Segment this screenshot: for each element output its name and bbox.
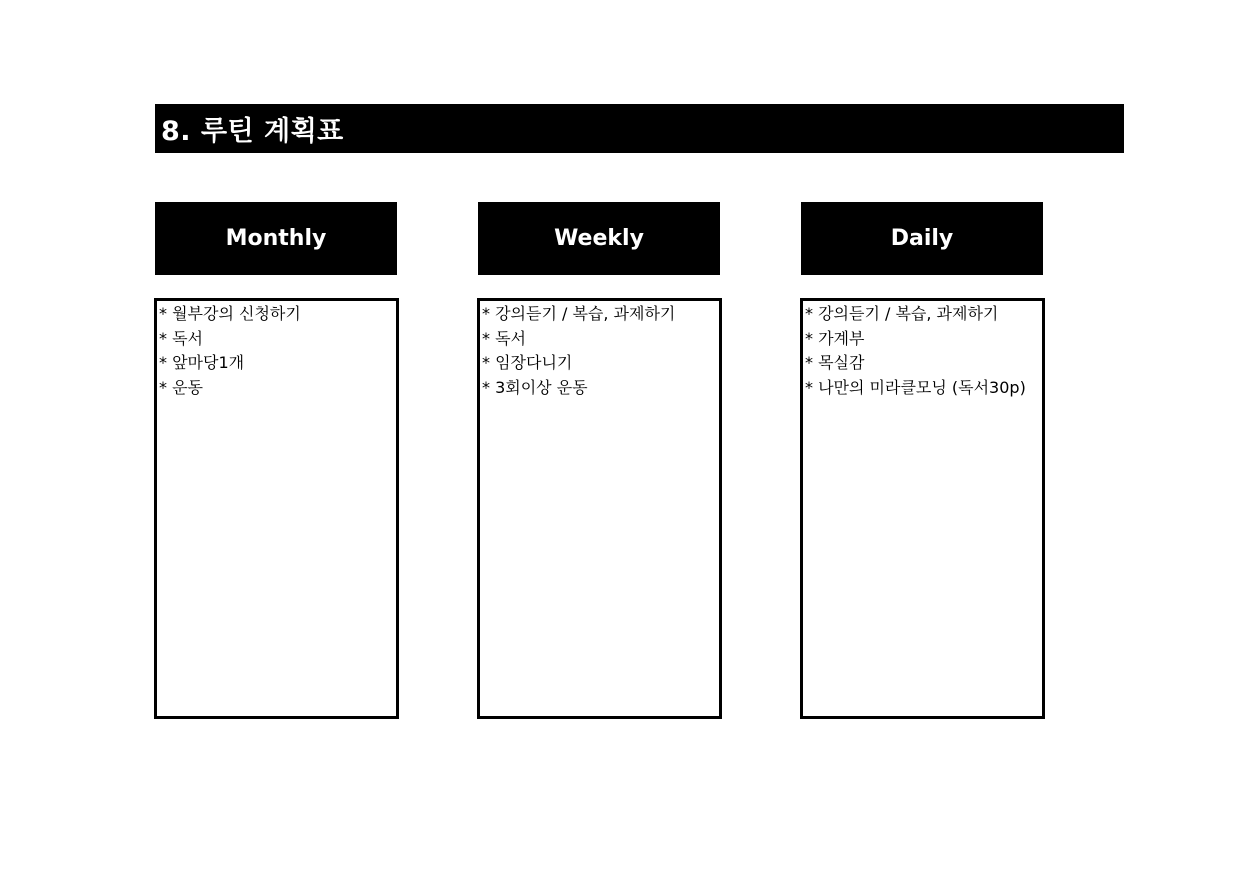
monthly-box: [154, 298, 399, 719]
daily-header-label: Daily: [890, 226, 954, 251]
weekly-box: [477, 298, 722, 719]
daily-item: * 목실감: [805, 353, 865, 372]
daily-item-list: [805, 302, 1042, 400]
monthly-item-list: [159, 302, 396, 400]
page-title-bar: [155, 104, 1124, 153]
monthly-header: [155, 202, 397, 275]
weekly-item: * 3회이상 운동: [482, 377, 588, 397]
daily-item: * 가계부: [805, 328, 865, 348]
weekly-header: [478, 202, 720, 275]
daily-box: [800, 298, 1045, 719]
monthly-header-label: Monthly: [225, 226, 327, 251]
weekly-item: * 강의듣기 / 복습, 과제하기: [482, 304, 676, 323]
monthly-item: * 월부강의 신청하기: [159, 304, 301, 323]
weekly-item-list: [482, 302, 719, 400]
daily-item: * 나만의 미라클모닝 (독서30p): [805, 377, 1026, 397]
weekly-item: * 임장다니기: [482, 353, 573, 372]
daily-header: [801, 202, 1043, 275]
page-title: 8. 루틴 계획표: [161, 116, 344, 147]
monthly-item: * 독서: [159, 328, 203, 348]
weekly-header-label: Weekly: [554, 226, 644, 251]
monthly-item: * 운동: [159, 377, 203, 397]
weekly-item: * 독서: [482, 328, 526, 348]
monthly-item: * 앞마당1개: [159, 353, 245, 372]
daily-item: * 강의듣기 / 복습, 과제하기: [805, 304, 999, 323]
